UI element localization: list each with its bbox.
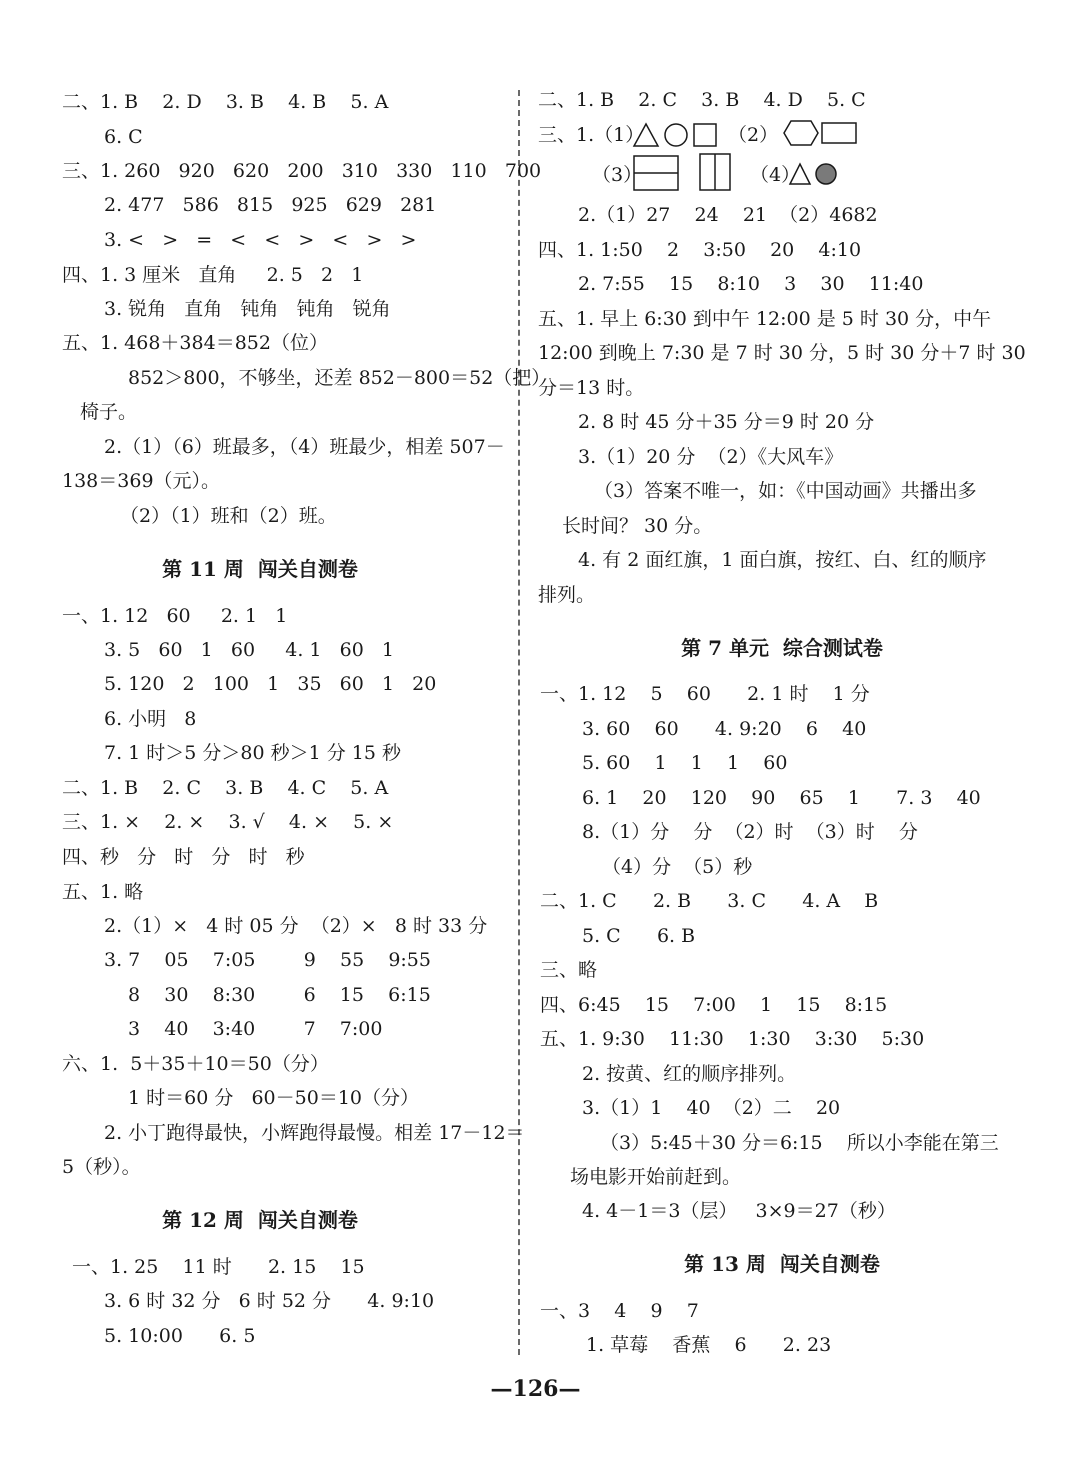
section-title: 第 11 周 闯关自测卷 [162, 557, 358, 581]
answer-line: 三、1. 260 920 620 200 310 330 110 700 [62, 160, 542, 182]
answer-line: 五、1. 468＋384＝852（位） [62, 332, 328, 354]
answer-line: 2.（1）（6）班最多，（4）班最少，相差 507－ [104, 436, 505, 458]
answer-line: 三、1.（1） [538, 124, 645, 146]
divided-rectangle-vertical-icon [698, 152, 738, 194]
answer-line: 椅子。 [80, 401, 138, 423]
answer-line: 五、1. 9:30 11:30 1:30 3:30 5:30 [540, 1028, 925, 1050]
answer-line: 852＞800，不够坐，还差 852－800＝52（把） [128, 367, 551, 389]
answer-line: 2.（1）× 4 时 05 分 （2）× 8 时 33 分 [104, 915, 488, 937]
answer-line: 6. 1 20 120 90 65 1 7. 3 40 [582, 787, 981, 809]
answer-line: 1. 草莓 香蕉 6 2. 23 [586, 1334, 832, 1356]
answer-line: （2）（1）班和（2）班。 [120, 505, 337, 527]
answer-line: 12:00 到晚上 7:30 是 7 时 30 分，5 时 30 分＋7 时 30 [538, 342, 1026, 364]
answer-line: 四、1. 3 厘米 直角 2. 5 2 1 [62, 264, 364, 286]
answer-line: 三、1. × 2. × 3. √ 4. × 5. × [62, 811, 394, 833]
answer-line: 3.（1）20 分 （2）《大风车》 [578, 446, 844, 468]
answer-line: 7. 1 时＞5 分＞80 秒＞1 分 15 秒 [104, 742, 402, 764]
answer-line: 五、1. 略 [62, 881, 144, 903]
column-divider [518, 90, 520, 1355]
answer-line: 三、略 [540, 959, 598, 981]
answer-line: 3. 锐角 直角 钝角 钝角 锐角 [104, 298, 391, 320]
answer-line: （3） [592, 164, 643, 186]
answer-line: 3. < > = < < > < > > [104, 229, 417, 251]
answer-line: 6. 小明 8 [104, 708, 197, 730]
answer-line: 138＝369（元）。 [62, 470, 221, 492]
answer-line: （4） [750, 164, 801, 186]
section-title: 第 13 周 闯关自测卷 [684, 1252, 880, 1276]
answer-line: 5. 60 1 1 1 60 [582, 752, 788, 774]
section-title: 第 7 单元 综合测试卷 [681, 636, 883, 660]
answer-line: 1 时＝60 分 60－50＝10（分） [128, 1087, 419, 1109]
answer-line: 排列。 [538, 584, 596, 606]
answer-line: （4）分 （5）秒 [602, 856, 753, 878]
page-number: —126— [490, 1376, 581, 1402]
answer-line: （3）答案不唯一，如：《中国动画》共播出多 [594, 480, 977, 502]
answer-line: 2. 按黄、红的顺序排列。 [582, 1063, 797, 1085]
answer-line: 3. 6 时 32 分 6 时 52 分 4. 9:10 [104, 1290, 435, 1312]
answer-line: 四、6:45 15 7:00 1 15 8:15 [540, 994, 888, 1016]
answer-line: 6. C [104, 126, 143, 148]
answer-line: 5（秒）。 [62, 1156, 141, 1178]
answer-line: 一、1. 12 5 60 2. 1 时 1 分 [540, 683, 870, 705]
answer-line: 四、1. 1:50 2 3:50 20 4:10 [538, 239, 862, 261]
answer-line: 一、1. 12 60 2. 1 1 [62, 605, 288, 627]
answer-line: 长时间？ 30 分。 [562, 515, 713, 537]
answer-line: 二、1. C 2. B 3. C 4. A B [540, 890, 879, 912]
answer-line: 2.（1）27 24 21 （2）4682 [578, 204, 878, 226]
answer-line: 3. 7 05 7:05 9 55 9:55 [104, 949, 431, 971]
answer-line: 二、1. B 2. D 3. B 4. B 5. A [62, 91, 389, 113]
answer-line: 5. 120 2 100 1 35 60 1 20 [104, 673, 437, 695]
answer-line: 四、秒 分 时 分 时 秒 [62, 846, 305, 868]
answer-line: 3 40 3:40 7 7:00 [128, 1018, 383, 1040]
answer-line: 二、1. B 2. C 3. B 4. D 5. C [538, 89, 866, 111]
triangle-circle-square-icon [632, 120, 732, 150]
section-title: 第 12 周 闯关自测卷 [162, 1208, 358, 1232]
answer-line: 分＝13 时。 [538, 377, 645, 399]
answer-line: 五、1. 早上 6:30 到中午 12:00 是 5 时 30 分，中午 [538, 308, 992, 330]
answer-line: 场电影开始前赶到。 [570, 1166, 742, 1188]
answer-line: 2. 477 586 815 925 629 281 [104, 194, 437, 216]
answer-line: 4. 有 2 面红旗，1 面白旗，按红、白、红的顺序 [578, 549, 987, 571]
answer-line: 3.（1）1 40 （2）二 20 [582, 1097, 841, 1119]
answer-line: 一、1. 25 11 时 2. 15 15 [72, 1256, 365, 1278]
answer-line: 8 30 8:30 6 15 6:15 [128, 984, 431, 1006]
answer-line: 2. 7:55 15 8:10 3 30 11:40 [578, 273, 924, 295]
answer-line: 六、1. 5＋35＋10＝50（分） [62, 1053, 329, 1075]
answer-line: 3. 5 60 1 60 4. 1 60 1 [104, 639, 395, 661]
answer-line: 2. 小丁跑得最快，小辉跑得最慢。相差 17－12＝ [104, 1122, 525, 1144]
divided-rectangle-horizontal-icon [632, 154, 692, 194]
answer-line: （2） [728, 124, 779, 146]
answer-line: （3）5:45＋30 分＝6:15 所以小李能在第三 [600, 1132, 999, 1154]
answer-line: 二、1. B 2. C 3. B 4. C 5. A [62, 777, 389, 799]
triangle-filled-circle-icon [788, 160, 848, 190]
answer-line: 5. 10:00 6. 5 [104, 1325, 256, 1347]
hexagon-rectangle-icon [780, 118, 860, 150]
answer-line: 一、3 4 9 7 [540, 1300, 699, 1322]
answer-line: 5. C 6. B [582, 925, 696, 947]
answer-line: 4. 4－1＝3（层） 3×9＝27（秒） [582, 1200, 896, 1222]
answer-line: 3. 60 60 4. 9:20 6 40 [582, 718, 867, 740]
answer-line: 8.（1）分 分 （2）时 （3）时 分 [582, 821, 918, 843]
answer-line: 2. 8 时 45 分＋35 分＝9 时 20 分 [578, 411, 875, 433]
